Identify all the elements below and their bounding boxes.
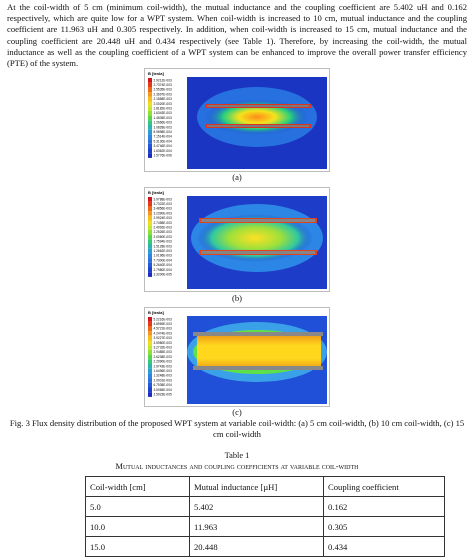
- legend-swatch: [148, 125, 152, 130]
- legend-value: 1.5128E-003: [153, 244, 172, 249]
- legend-value: 5.3130E-004: [153, 139, 172, 144]
- table-header-cell: Mutual inductance [µH]: [190, 477, 324, 497]
- legend-value: 2.9212E-003: [153, 78, 172, 83]
- legend-swatch: [148, 383, 152, 388]
- legend-value: 5.2640E-004: [153, 263, 172, 268]
- legend-value: 1.4505E-003: [153, 115, 172, 120]
- legend-swatch: [148, 78, 152, 83]
- legend-value: 2.9924E-003: [153, 216, 172, 221]
- flux-plot-a-svg: [145, 69, 329, 171]
- flux-plot-c-svg: [145, 308, 329, 406]
- legend-swatch: [148, 144, 152, 149]
- legend-swatch: [148, 149, 152, 154]
- legend-swatch: [148, 359, 152, 364]
- figure-caption: Fig. 3 Flux density distribution of the proposed WPT system at variable coil-width: (a) 5 cm coil-width, (b) 10 cm coil-width, (c) 15 cm coil-width: [9, 418, 465, 439]
- legend-value: 1.6362E-004: [153, 148, 172, 153]
- table-row: [86, 537, 445, 557]
- legend-value: 1.3248E-003: [153, 373, 172, 378]
- legend-swatch: [148, 120, 152, 125]
- legend-value: 3.2390E-003: [153, 211, 172, 216]
- legend-value: 1.8182E-003: [153, 106, 172, 111]
- legend-swatch: [148, 87, 152, 92]
- legend-swatch: [148, 244, 152, 249]
- lower-coil: [201, 251, 315, 254]
- table-row: [86, 497, 445, 517]
- legend-value: 3.3200E-005: [153, 272, 172, 277]
- legend-value: 3.4746E-004: [153, 144, 172, 149]
- legend-swatch: [148, 206, 152, 211]
- legend-swatch: [148, 341, 152, 346]
- legend-value: 1.2666E-003: [153, 120, 172, 125]
- legend-value: 2.7374E-003: [153, 83, 172, 87]
- legend-value: 4.5721E-003: [153, 326, 172, 331]
- legend-swatch: [148, 272, 152, 277]
- legend-swatch: [148, 235, 152, 240]
- legend-value: 2.9485E-003: [153, 350, 172, 355]
- legend-value: 3.4856E-003: [153, 206, 172, 211]
- color-legend: [148, 78, 172, 158]
- upper-coil: [193, 332, 323, 336]
- legend-value: 2.0060E-003: [153, 234, 172, 239]
- color-legend: [148, 197, 172, 277]
- legend-swatch: [148, 355, 152, 360]
- table-cell: 20.448: [190, 537, 324, 557]
- legend-value: 1.7594E-003: [153, 239, 172, 244]
- table-header-row: [86, 477, 445, 497]
- legend-swatch: [148, 197, 152, 202]
- legend-value: 3.5065E-004: [153, 387, 172, 392]
- legend-value: 1.5776E-006: [153, 153, 172, 158]
- field-core: [197, 336, 321, 368]
- table-row: [86, 517, 445, 537]
- legend-swatch: [148, 378, 152, 383]
- legend-value: 3.9788E-003: [153, 197, 172, 202]
- legend-value: 7.7300E-004: [153, 258, 172, 263]
- legend-value: 3.9227E-003: [153, 336, 172, 341]
- legend-value: 1.6496E-003: [153, 369, 172, 373]
- table-cell: 0.162: [324, 497, 445, 517]
- legend-value: 2.2526E-003: [153, 230, 172, 235]
- flux-plot-b-svg: [145, 188, 329, 291]
- legend-swatch: [148, 102, 152, 107]
- legend-value: 5.2216E-003: [153, 317, 172, 322]
- legend-value: 8.9898E-004: [153, 130, 172, 134]
- color-legend: [148, 317, 172, 397]
- subfigure-label-a: (a): [232, 172, 242, 182]
- legend-value: 2.2990E-003: [153, 359, 172, 364]
- legend-swatch: [148, 111, 152, 116]
- legend-value: 3.5980E-003: [153, 340, 172, 345]
- legend-swatch: [148, 92, 152, 97]
- legend-title: B [tesla]: [148, 310, 164, 315]
- legend-value: 2.5535E-003: [153, 87, 172, 92]
- table-cell: 0.305: [324, 517, 445, 537]
- table-header-cell: Coupling coefficient: [324, 477, 445, 497]
- legend-swatch: [148, 97, 152, 102]
- legend-value: 2.0020E-003: [153, 101, 172, 106]
- legend-swatch: [148, 202, 152, 207]
- legend-swatch: [148, 221, 152, 226]
- legend-value: 3.7322E-003: [153, 202, 172, 206]
- legend-title: B [tesla]: [148, 71, 164, 76]
- lower-coil: [207, 125, 309, 127]
- upper-coil: [201, 219, 315, 222]
- lower-coil: [193, 366, 323, 370]
- body-paragraph: At the coil-width of 5 cm (minimum coil-width), the mutual inductance and the coupling coefficient are 5.402 uH and 0.162 respectively, which are quite low for a WPT system. When coil-width is increased to 10 cm, mutual inductance and the coupling coefficient are 11.963 uH and 0.305 respectively. In addition, when coil-width is increased to 15 cm, mutual inductance and the coupling coefficient are 20.448 uH and 0.434 respectively (see Table 1). Therefore, by increasing the coil-width, the mutual inductance as well as the coupling coefficient of a WPT system can be enhanced to improve the overall power transfer efficiency (PTE) of the system.: [7, 2, 467, 69]
- legend-value: 7.1514E-004: [153, 134, 172, 139]
- table-cell: 11.963: [190, 517, 324, 537]
- legend-swatch: [148, 388, 152, 393]
- legend-swatch: [148, 216, 152, 221]
- legend-swatch: [148, 350, 152, 355]
- legend-swatch: [148, 253, 152, 258]
- legend-value: 2.3697E-003: [153, 92, 172, 97]
- legend-value: 1.2662E-003: [153, 249, 172, 253]
- subfigure-label-c: (c): [232, 407, 242, 417]
- legend-swatch: [148, 130, 152, 135]
- legend-value: 2.5923E-005: [153, 392, 172, 397]
- inductance-table: [85, 476, 445, 557]
- legend-swatch: [148, 268, 152, 273]
- table-header-cell: Coil-width [cm]: [86, 477, 190, 497]
- legend-value: 6.7538E-004: [153, 383, 172, 388]
- legend-value: 2.1858E-003: [153, 97, 172, 102]
- legend-swatch: [148, 239, 152, 244]
- table-cell: 0.434: [324, 537, 445, 557]
- legend-swatch: [148, 263, 152, 268]
- legend-value: 1.6343E-003: [153, 111, 172, 116]
- legend-value: 2.6238E-003: [153, 354, 172, 359]
- legend-swatch: [148, 369, 152, 374]
- legend-value: 1.0828E-003: [153, 125, 172, 130]
- legend-swatch: [148, 153, 152, 158]
- upper-coil: [207, 105, 309, 107]
- legend-swatch: [148, 336, 152, 341]
- legend-value: 3.2732E-003: [153, 345, 172, 350]
- legend-swatch: [148, 392, 152, 397]
- flux-plot-c: [144, 307, 330, 407]
- legend-title: B [tesla]: [148, 190, 164, 195]
- legend-swatch: [148, 322, 152, 327]
- table-number: Table 1: [224, 451, 250, 460]
- legend-swatch: [148, 83, 152, 88]
- legend-swatch: [148, 345, 152, 350]
- legend-swatch: [148, 139, 152, 144]
- table-title: Mutual inductances and coupling coefficients at variable coil-width: [115, 462, 359, 471]
- legend-swatch: [148, 331, 152, 336]
- flux-plot-b: [144, 187, 330, 292]
- legend-swatch: [148, 230, 152, 235]
- table-cell: 5.0: [86, 497, 190, 517]
- legend-value: 1.9743E-003: [153, 364, 172, 369]
- legend-swatch: [148, 134, 152, 139]
- legend-value: 4.2474E-003: [153, 331, 172, 336]
- subfigure-label-b: (b): [231, 293, 243, 303]
- legend-swatch: [148, 211, 152, 216]
- legend-swatch: [148, 106, 152, 111]
- legend-swatch: [148, 373, 152, 378]
- legend-swatch: [148, 225, 152, 230]
- legend-swatch: [148, 258, 152, 263]
- legend-swatch: [148, 249, 152, 254]
- table-cell: 10.0: [86, 517, 190, 537]
- table-cell: 15.0: [86, 537, 190, 557]
- legend-value: 1.0001E-003: [153, 378, 172, 383]
- legend-value: 1.0196E-003: [153, 253, 172, 258]
- legend-value: 2.7458E-003: [153, 220, 172, 225]
- legend-swatch: [148, 317, 152, 322]
- legend-value: 2.4992E-003: [153, 225, 172, 230]
- legend-swatch: [148, 364, 152, 369]
- legend-swatch: [148, 326, 152, 331]
- legend-value: 4.8969E-003: [153, 322, 172, 326]
- flux-plot-a: [144, 68, 330, 172]
- table-cell: 5.402: [190, 497, 324, 517]
- legend-value: 2.7980E-004: [153, 267, 172, 272]
- legend-swatch: [148, 116, 152, 121]
